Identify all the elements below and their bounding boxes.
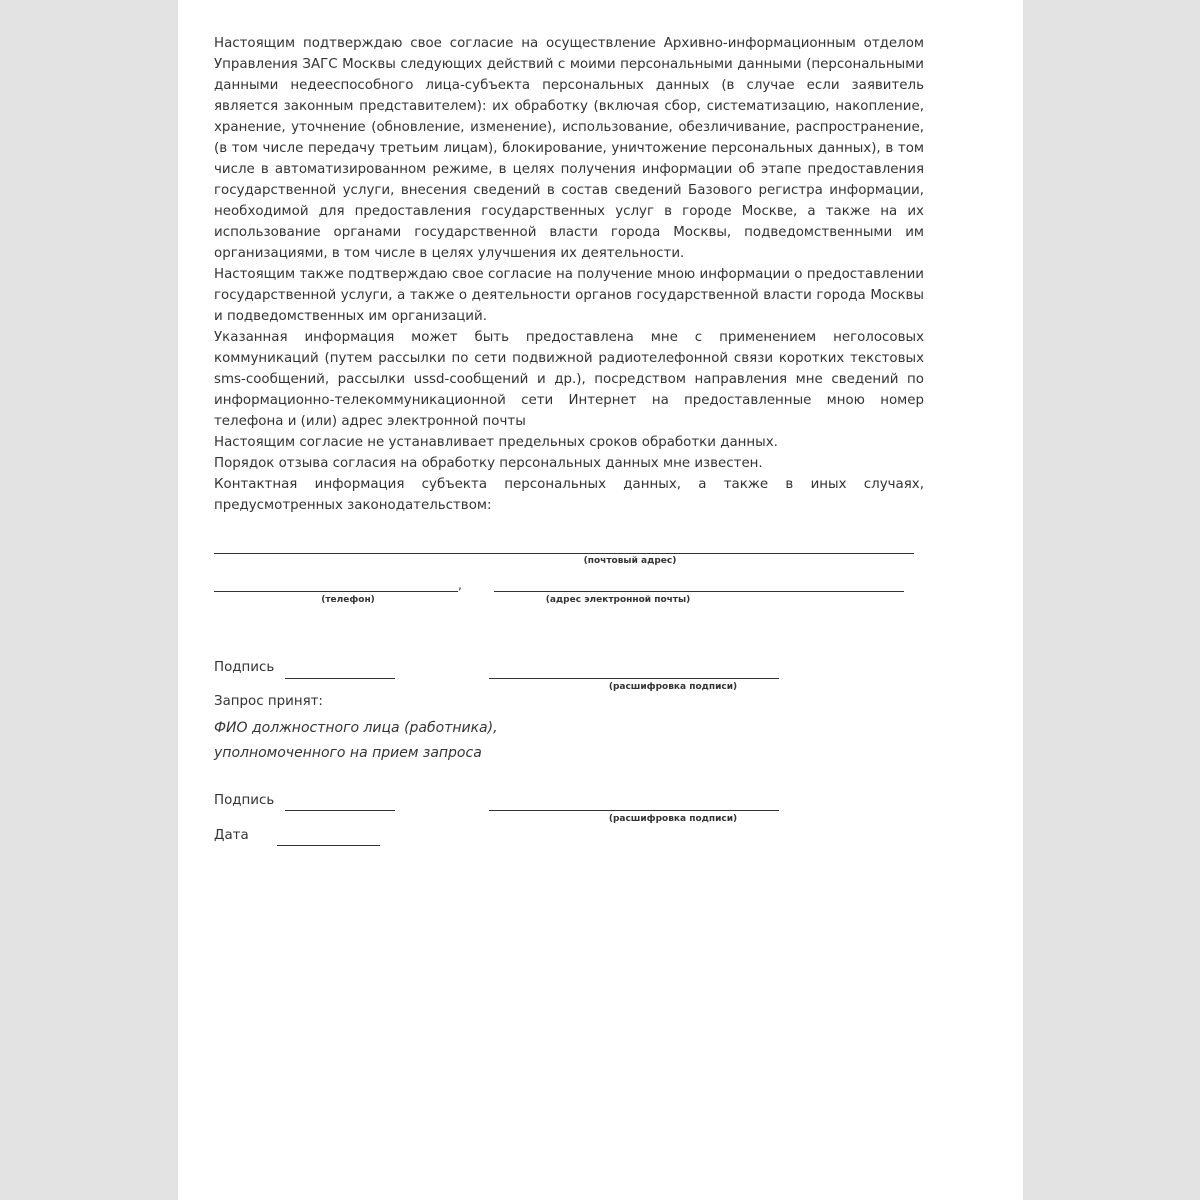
document-page (178, 0, 1023, 1200)
postal-address-line (214, 553, 914, 554)
paragraph-consent-information: Настоящим также подтверждаю свое согласие на получение мною информации о предоставлении государственной услуги, а также о деятельности органов государственной власти города Москвы и подведомственных им организаций. (214, 267, 924, 324)
signature-label-2: Подпись (214, 793, 275, 808)
signature-label-1: Подпись (214, 660, 275, 675)
signature-decoding-line-1 (489, 678, 779, 679)
signature-line-2 (285, 810, 395, 811)
paragraph-consent-processing: Настоящим подтверждаю свое согласие на осуществление Архивно-информационным отделом Управления ЗАГС Москвы следующих действий с моими персональными данными (персональными данными недееспособного лица-субъекта персональных данных (в случае если заявитель является законным представителем): их обработку (включая сбор, систематизацию, накопление, хранение, уточнение (обновление, изменение), использование, обезличивание, распространение, (в том числе передачу третьим лицам), блокирование, уничтожение персональных данных), в том числе в автоматизированном режиме, в целях получения информации об этапе предоставления государственной услуги, внесения сведений в состав сведений Базового регистра информации, необходимой для предоставления государственных услуг в городе Москве, а также на их использование органами государственной власти города Москвы, подведомственными им организациями, в том числе в целях улучшения их деятельности. (214, 36, 924, 261)
phone-line-comma: , (458, 578, 462, 592)
paragraph-communication-channels: Указанная информация может быть предоставлена мне с применением неголосовых коммуникаций (путем рассылки по сети подвижной радиотелефонной связи коротких текстовых sms-сообщений, рассылки ussd-сообщений и др.), посредством направления мне сведений по информационно-телекоммуникационной сети Интернет на предоставленные мною номер телефона и (или) адрес электронной почты (214, 330, 924, 429)
paragraph-contact-info: Контактная информация субъекта персональных данных, а также в иных случаях, предусмотренных законодательством: (214, 477, 924, 513)
signature-decoding-caption-1: (расшифровка подписи) (608, 682, 738, 692)
phone-line (214, 591, 458, 592)
paragraph-no-time-limit: Настоящим согласие не устанавливает предельных сроков обработки данных. (214, 435, 778, 450)
paragraph-revocation-known: Порядок отзыва согласия на обработку персональных данных мне известен. (214, 456, 763, 471)
consent-text (214, 33, 924, 516)
signature-decoding-line-2 (489, 810, 779, 811)
signature-line-1 (285, 678, 395, 679)
phone-caption: (телефон) (321, 595, 375, 605)
date-line (277, 845, 380, 846)
official-name-line-1: ФИО должностного лица (работника), (214, 720, 498, 736)
email-caption: (адрес электронной почты) (545, 595, 691, 605)
date-label: Дата (214, 828, 249, 843)
postal-address-caption: (почтовый адрес) (583, 556, 677, 566)
signature-decoding-caption-2: (расшифровка подписи) (608, 814, 738, 824)
request-accepted-label: Запрос принят: (214, 694, 323, 709)
official-name-line-2: уполномоченного на прием запроса (214, 745, 482, 761)
email-line (494, 591, 904, 592)
